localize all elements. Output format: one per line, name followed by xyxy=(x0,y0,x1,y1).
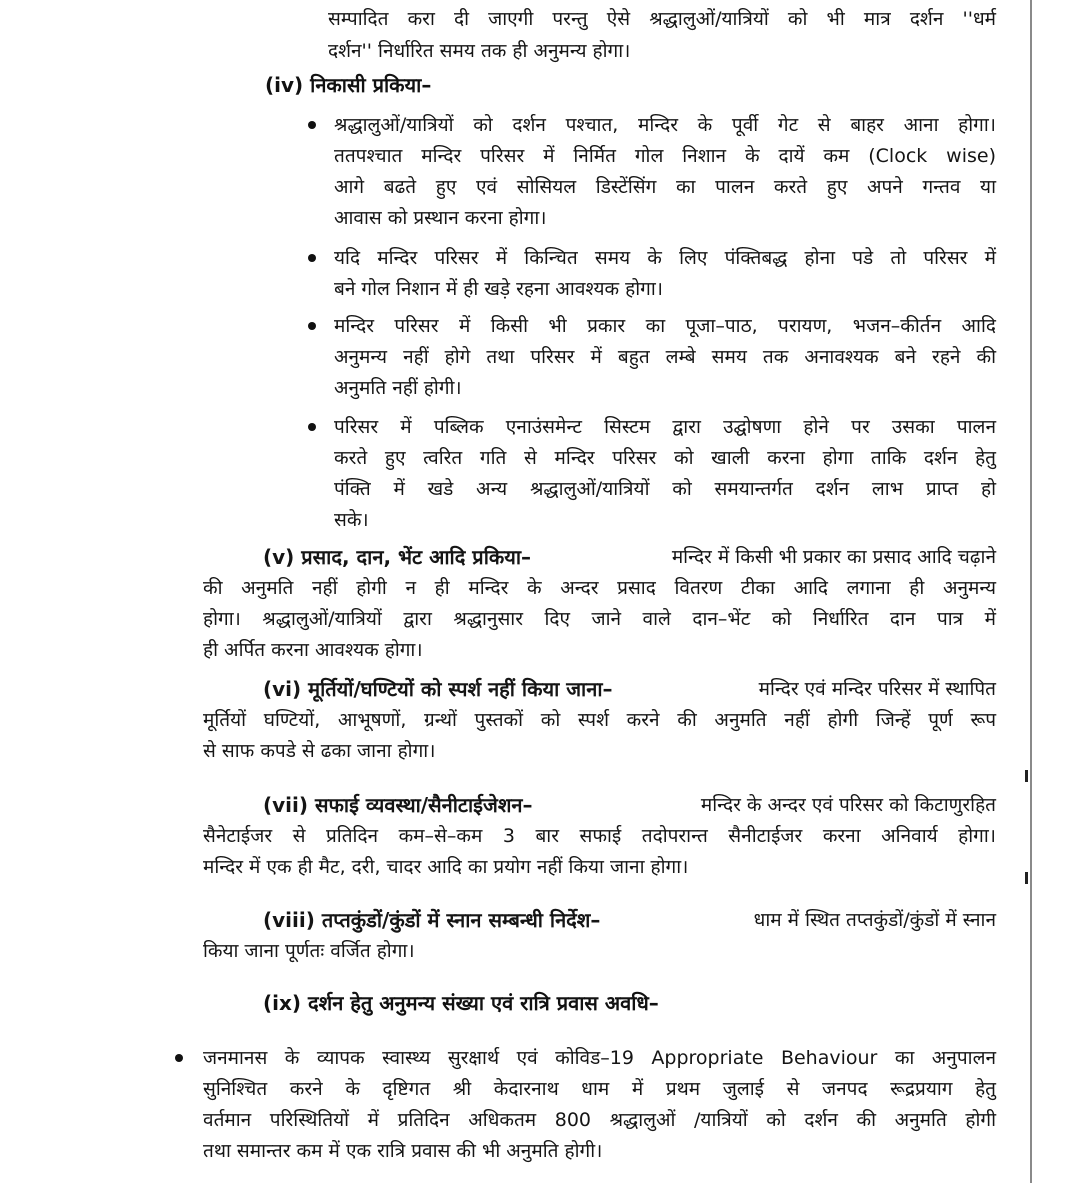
section-first-line xyxy=(263,790,996,820)
section-first-line xyxy=(263,674,996,704)
paragraph-line: सैनेटाईजर से प्रतिदिन कम–से–कम 3 बार सफाई तदोपरान्त सैनीटाईजर करना अनिवार्य होगा। xyxy=(203,825,996,847)
page-right-edge xyxy=(1030,0,1032,1183)
section-heading-v: (v) प्रसाद, दान, भेंट आदि प्रकिया– xyxy=(263,545,532,569)
bullet-icon xyxy=(308,254,316,262)
bullet-line: ततपश्चात मन्दिर परिसर में निर्मित गोल निशान के दायें कम (Clock wise) xyxy=(334,145,996,167)
bullet-line: अनुमन्य नहीं होगे तथा परिसर में बहुत लम्बे समय तक अनावश्यक बने रहने की xyxy=(334,346,996,368)
paragraph-line: होगा। श्रद्धालुओं/यात्रियों द्वारा श्रद्धानुसार दिए जाने वाले दान–भेंट को निर्धारित दान पात्र में xyxy=(203,608,996,630)
scan-mark xyxy=(1025,872,1028,884)
bullet-line: तथा समान्तर कम में एक रात्रि प्रवास की भी अनुमति होगी। xyxy=(203,1140,603,1162)
section-first-line xyxy=(263,905,996,935)
section-heading-vii: (vii) सफाई व्यवस्था/सैनीटाईजेशन– xyxy=(263,793,533,817)
bullet-icon xyxy=(308,121,316,129)
bullet-line: मन्दिर परिसर में किसी भी प्रकार का पूजा–पाठ, परायण, भजन–कीर्तन आदि xyxy=(334,315,996,337)
section-first-line xyxy=(263,542,996,572)
section-heading-ix: (ix) दर्शन हेतु अनुमन्य संख्या एवं रात्रि प्रवास अवधि– xyxy=(263,991,659,1015)
bullet-line: पंक्ति में खडे अन्य श्रद्धालुओं/यात्रियों को समयान्तर्गत दर्शन लाभ प्राप्त हो xyxy=(334,478,996,500)
bullet-line: श्रद्धालुओं/यात्रियों को दर्शन पश्चात, मन्दिर के पूर्वी गेट से बाहर आना होगा। xyxy=(334,114,996,136)
bullet-line: बने गोल निशान में ही खड़े रहना आवश्यक होगा। xyxy=(334,278,663,300)
scan-mark xyxy=(1025,770,1028,782)
bullet-line: सके। xyxy=(334,509,369,531)
section-heading-vi: (vi) मूर्तियों/घण्टियों को स्पर्श नहीं किया जाना– xyxy=(263,677,613,701)
paragraph-line: दर्शन'' निर्धारित समय तक ही अनुमन्य होगा। xyxy=(328,40,631,62)
paragraph-line: मूर्तियों घण्टियों, आभूषणों, ग्रन्थों पुस्तकों को स्पर्श करने की अनुमति नहीं होगी जिन्हें पूर्ण रूप xyxy=(203,709,996,731)
paragraph-line: की अनुमति नहीं होगी न ही मन्दिर के अन्दर प्रसाद वितरण टीका आदि लगाना ही अनुमन्य xyxy=(203,577,996,599)
section-text: मन्दिर के अन्दर एवं परिसर को किटाणुरहित xyxy=(700,794,996,816)
bullet-line: यदि मन्दिर परिसर में किन्चित समय के लिए पंक्तिबद्ध होना पडे तो परिसर में xyxy=(334,247,996,269)
bullet-line: वर्तमान परिस्थितियों में प्रतिदिन अधिकतम 800 श्रद्धालुओं /यात्रियों को दर्शन की अनुमति होगी xyxy=(203,1109,996,1131)
bullet-line: आगे बढते हुए एवं सोसियल डिस्टेंसिंग का पालन करते हुए अपने गन्तव या xyxy=(334,176,996,198)
section-text: धाम में स्थित तप्तकुंडों/कुंडों में स्नान xyxy=(753,909,996,931)
bullet-line: सुनिश्चित करने के दृष्टिगत श्री केदारनाथ धाम में प्रथम जुलाई से जनपद रूद्रप्रयाग हेतु xyxy=(203,1078,996,1100)
bullet-line: करते हुए त्वरित गति से मन्दिर परिसर को खाली करना होगा ताकि दर्शन हेतु xyxy=(334,447,996,469)
paragraph-line: किया जाना पूर्णतः वर्जित होगा। xyxy=(203,940,415,962)
bullet-icon xyxy=(175,1054,183,1062)
paragraph-line: सम्पादित करा दी जाएगी परन्तु ऐसे श्रद्धालुओं/यात्रियों को भी मात्र दर्शन ''धर्म xyxy=(328,8,996,30)
section-text: मन्दिर एवं मन्दिर परिसर में स्थापित xyxy=(758,678,996,700)
bullet-icon xyxy=(308,322,316,330)
section-heading-viii: (viii) तप्तकुंडों/कुंडों में स्नान सम्बन्धी निर्देश– xyxy=(263,908,601,932)
bullet-line: परिसर में पब्लिक एनाउंसमेन्ट सिस्टम द्वारा उद्घोषणा होने पर उसका पालन xyxy=(334,416,996,438)
bullet-icon xyxy=(308,423,316,431)
section-heading-iv: (iv) निकासी प्रकिया– xyxy=(265,73,432,97)
paragraph-line: मन्दिर में एक ही मैट, दरी, चादर आदि का प्रयोग नहीं किया जाना होगा। xyxy=(203,856,689,878)
bullet-line: आवास को प्रस्थान करना होगा। xyxy=(334,207,547,229)
paragraph-line: ही अर्पित करना आवश्यक होगा। xyxy=(203,639,423,661)
bullet-line: जनमानस के व्यापक स्वास्थ्य सुरक्षार्थ एवं कोविड–19 Appropriate Behaviour का अनुपालन xyxy=(203,1047,996,1069)
section-text: मन्दिर में किसी भी प्रकार का प्रसाद आदि चढ़ाने xyxy=(671,546,996,568)
paragraph-line: से साफ कपडे से ढका जाना होगा। xyxy=(203,740,436,762)
bullet-line: अनुमति नहीं होगी। xyxy=(334,377,462,399)
